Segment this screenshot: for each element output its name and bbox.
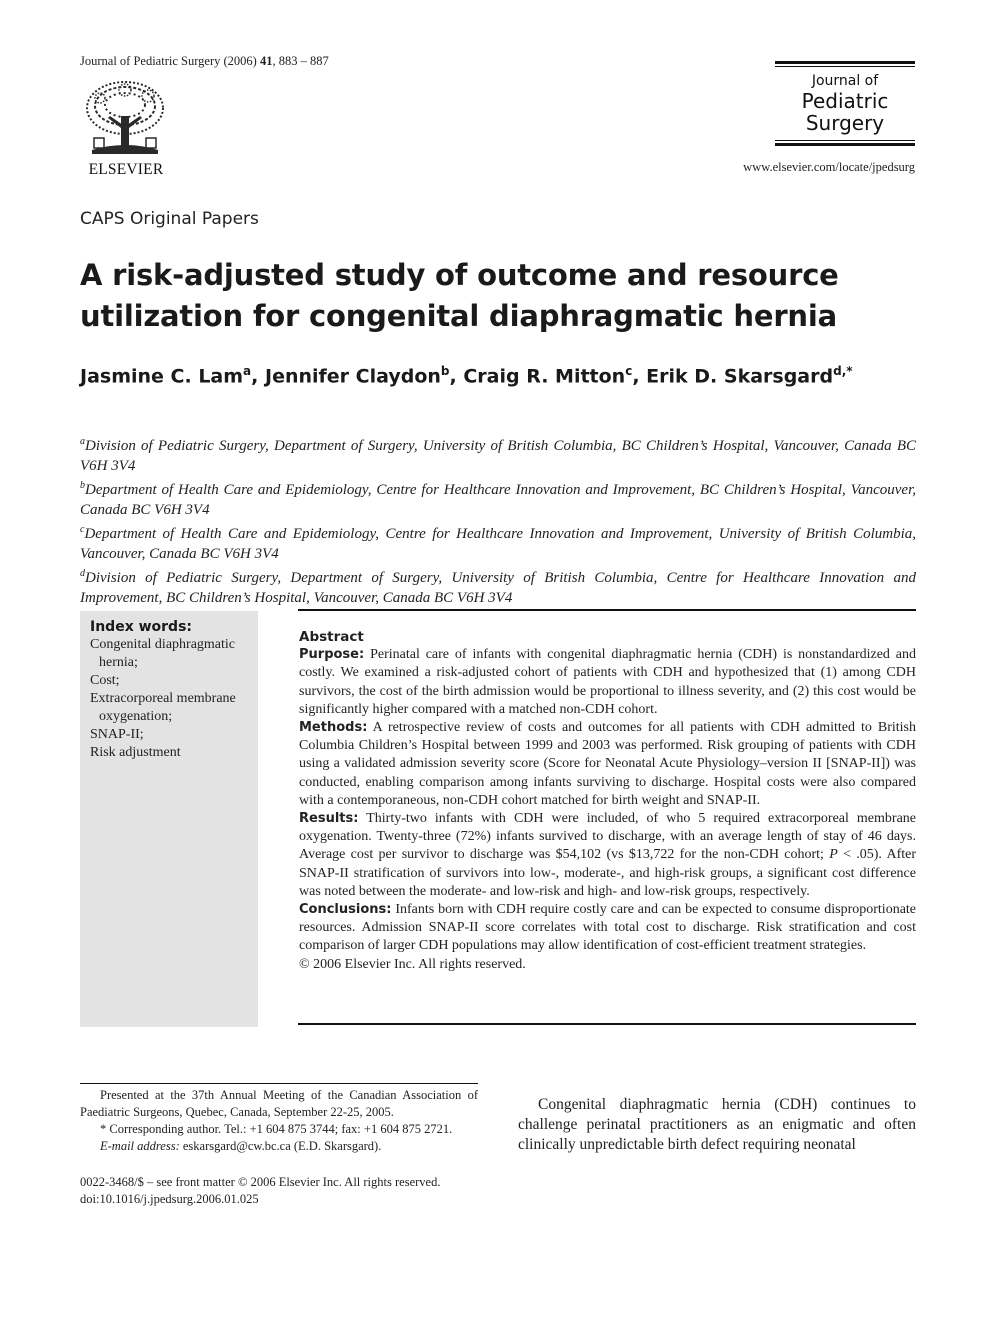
abstract-rule-bottom (298, 1023, 916, 1025)
affiliation-sup: b (80, 480, 85, 491)
issn-line: 0022-3468/$ – see front matter © 2006 Elsevier Inc. All rights reserved. (80, 1175, 441, 1189)
abstract-rule-top (298, 609, 916, 611)
brand-text (775, 67, 915, 140)
affiliation (80, 520, 916, 564)
methods-label: Methods: (299, 720, 368, 736)
front-matter (80, 1174, 490, 1208)
article-title: A risk-adjusted study of outcome and resource utilization for congenital diaphragmatic hernia (80, 258, 839, 333)
index-word[interactable]: Extracorporeal membrane oxygenation; (90, 691, 236, 724)
affiliation-sup: a (80, 436, 85, 447)
elsevier-wordmark: ELSEVIER (88, 161, 164, 178)
doi-line[interactable]: doi:10.1016/j.jpedsurg.2006.01.025 (80, 1192, 259, 1206)
purpose-label: Purpose: (299, 647, 365, 663)
footnote-rule (80, 1083, 478, 1084)
author-name[interactable]: Craig R. Mitton (463, 365, 626, 388)
index-word[interactable]: SNAP-II; (90, 727, 144, 742)
journal-brand (775, 61, 915, 148)
abstract-methods (299, 719, 916, 810)
conclusions-text: Infants born with CDH require costly care and can be expected to consume disproportionate resources. Admission SNAP-II score correlates with total cost to discharge. Risk stratification and cost comparison of larger CDH populations may allow identification of cost-efficient treatment strategies. (299, 902, 917, 954)
affiliation-text: Division of Pediatric Surgery, Department of Surgery, University of British Columbia, Centre for Healthcare Innovation and Improvement, BC Children’s Hospital, Vancouver, Canada BC V6H 3V4 (80, 570, 916, 606)
affiliation-sup: c (80, 524, 85, 535)
abstract-conclusions (299, 901, 916, 956)
affiliations (80, 432, 916, 608)
email-value[interactable]: eskarsgard@cw.bc.ca (E.D. Skarsgard). (179, 1139, 382, 1153)
abstract-heading: Abstract (299, 629, 364, 645)
results-text-a: Thirty-two infants with CDH were included, of who 5 required extracorporeal membrane oxygenation. Twenty-three (72%) infants survived to discharge, with an average length of stay of 46 days. Average cost per survivor to discharge was $54,102 (vs $13,722 for the non-CDH cohort; (299, 811, 916, 863)
journal-volume: 41 (259, 54, 273, 68)
author-sep: , (632, 365, 647, 388)
author-sup: d,* (833, 364, 853, 378)
elsevier-logo (80, 78, 172, 178)
journal-pages: , 883 – 887 (272, 54, 329, 68)
author-sep: , (449, 365, 464, 388)
body-column (518, 1095, 916, 1155)
affiliation-text: Department of Health Care and Epidemiology, Centre for Healthcare Innovation and Improvement, University of British Columbia, Vancouver, Canada BC V6H 3V4 (80, 526, 916, 562)
index-words-panel (80, 611, 258, 1027)
index-word[interactable]: Cost; (90, 673, 120, 688)
footnote-email (80, 1138, 478, 1155)
methods-text: A retrospective review of costs and outcomes for all patients with CDH admitted to British Columbia Children’s Hospital between 1999 and 2003 was performed. Risk grouping of patients with CDH using a validated admission severity score (Score for Neonatal Acute Physiology–version II [SNAP-II]) was conducted, enabling comparison among infants surviving to discharge. Hospital costs were also compared with a contemporaneous, non-CDH cohort matched for birth weight and SNAP-II. (299, 720, 916, 808)
journal-citation (80, 54, 329, 69)
footnote-presented: Presented at the 37th Annual Meeting of the Canadian Association of Paediatric Surgeons, Quebec, Canada, September 22-25, 2005. (80, 1088, 478, 1119)
brand-rule-top (775, 61, 915, 64)
brand-line-2: Pediatric (801, 88, 889, 113)
section-label: CAPS Original Papers (80, 209, 259, 229)
brand-line-3: Surgery (805, 111, 885, 136)
author-sup: a (243, 364, 252, 378)
abstract (299, 628, 916, 974)
brand-line-1: Journal of (811, 73, 879, 89)
author-sup: c (625, 364, 633, 378)
footnote-corresponding: * Corresponding author. Tel.: +1 604 875 3744; fax: +1 604 875 2721. (100, 1122, 453, 1136)
journal-ref-prefix: Journal of Pediatric Surgery (2006) (80, 54, 260, 68)
author-sup: b (440, 364, 450, 378)
affiliation (80, 564, 916, 608)
affiliation (80, 476, 916, 520)
body-paragraph: Congenital diaphragmatic hernia (CDH) continues to challenge perinatal practitioners as an enigmatic and often clinically unpredictable birth defect requiring neonatal (518, 1096, 916, 1153)
author-name[interactable]: Jennifer Claydon (265, 365, 441, 388)
author-name[interactable]: Erik D. Skarsgard (646, 365, 834, 388)
affiliation-text: Division of Pediatric Surgery, Department of Surgery, University of British Columbia, BC Children’s Hospital, Vancouver, Canada BC V6H 3V4 (80, 438, 916, 474)
results-p-value: P (829, 847, 838, 863)
brand-rule-bottom (775, 143, 915, 146)
purpose-text: Perinatal care of infants with congenital diaphragmatic hernia (CDH) is nonstandardized and costly. We examined a risk-adjusted cohort of patients with CDH and hypothesized that (1) among CDH survivors, the cost of the birth admission would be proportional to illness severity, and (2) this cost would be significantly higher compared with a matched non-CDH cohort. (299, 647, 917, 717)
results-label: Results: (299, 811, 359, 827)
brand-rule-bottom-thin (775, 140, 915, 141)
abstract-results (299, 810, 916, 901)
results-text-b: < .05). After SNAP-II stratification of survivors into low-, moderate-, and high-risk groups, a significant cost difference was noted between the moderate- and low-risk and high- and low-risk groups, respectively. (299, 847, 917, 899)
abstract-copyright: © 2006 Elsevier Inc. All rights reserved. (299, 956, 526, 972)
conclusions-label: Conclusions: (299, 902, 392, 918)
email-label: E-mail address: (100, 1139, 180, 1153)
affiliation-sup: d (80, 568, 85, 579)
elsevier-tree-icon (80, 78, 170, 158)
author-name[interactable]: Jasmine C. Lam (80, 365, 244, 388)
abstract-purpose (299, 646, 916, 719)
index-word[interactable]: Risk adjustment (90, 745, 181, 760)
index-word[interactable]: Congenital diaphragmatic hernia; (90, 637, 236, 670)
author-list (80, 364, 853, 387)
index-words-title: Index words: (90, 619, 193, 635)
footnotes (80, 1087, 478, 1155)
journal-url[interactable]: www.elsevier.com/locate/jpedsurg (743, 160, 915, 174)
affiliation-text: Department of Health Care and Epidemiology, Centre for Healthcare Innovation and Improvement, BC Children’s Hospital, Vancouver, Canada BC V6H 3V4 (80, 482, 916, 518)
affiliation (80, 432, 916, 476)
author-sep: , (251, 365, 265, 388)
